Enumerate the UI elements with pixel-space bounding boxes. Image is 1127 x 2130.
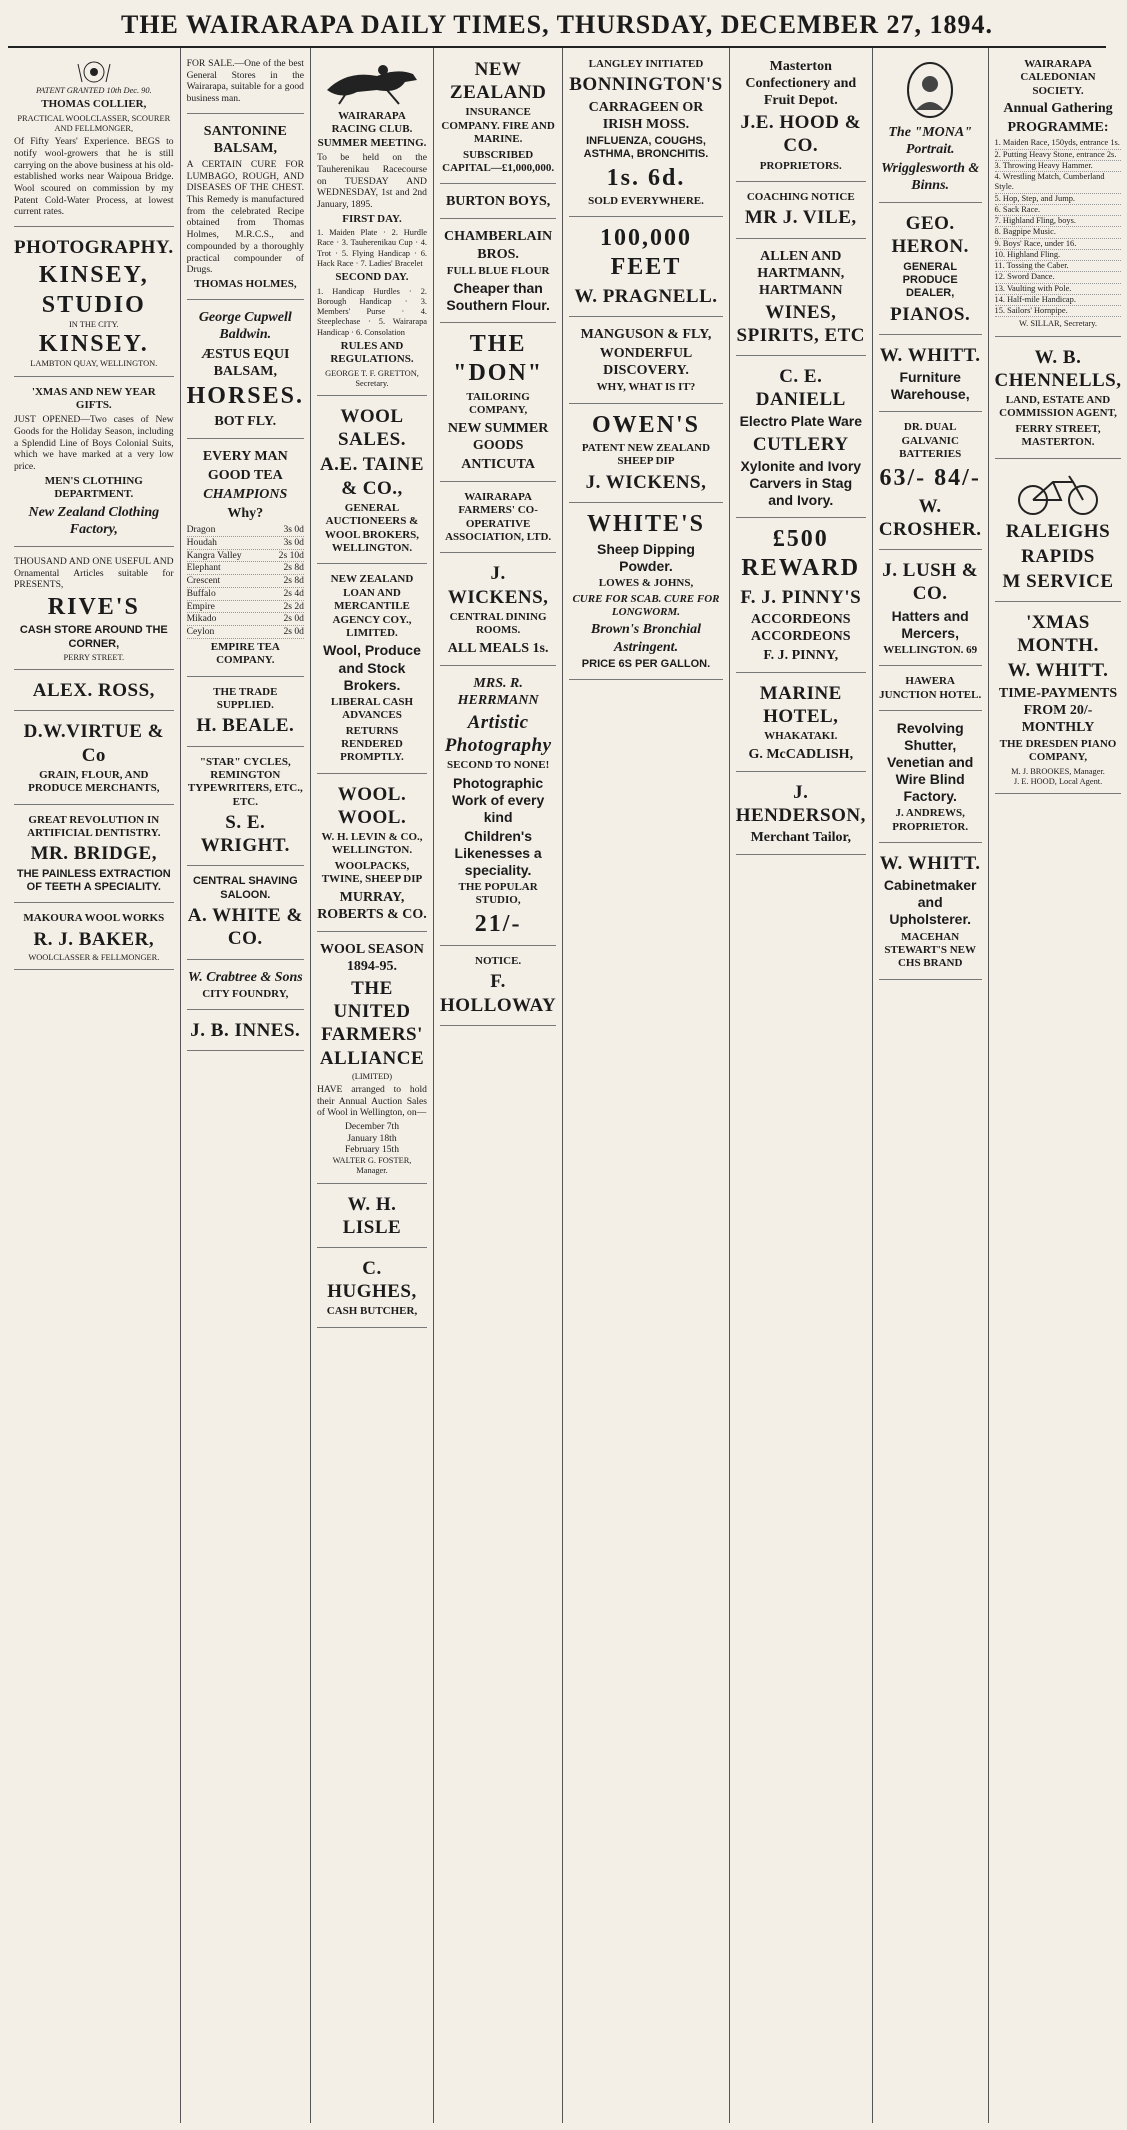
baker-sub: WOOLCLASSER & FELLMONGER. — [28, 952, 160, 962]
cheaper-flour: Cheaper than Southern Flour. — [446, 280, 550, 314]
tea-price-row — [187, 601, 304, 614]
confectionery-ad — [736, 52, 866, 182]
column-8 — [989, 48, 1127, 2123]
bonnington: BONNINGTON'S — [569, 74, 723, 96]
proprietors: PROPRIETORS. — [759, 159, 842, 172]
programme-event: 15. Sailors' Hornpipe. — [995, 306, 1122, 317]
owens: OWEN'S — [591, 411, 700, 438]
whitt-cabinet-ad — [879, 846, 982, 980]
programme-event: 1. Maiden Race, 150yds, entrance 1s. — [995, 138, 1122, 149]
studio-heading: STUDIO — [41, 291, 146, 318]
hood-co: J.E. HOOD & CO. — [740, 112, 862, 157]
sheep-dipping-powder: Sheep Dipping Powder. — [596, 541, 695, 575]
makoura-wool-works: MAKOURA WOOL WORKS — [23, 912, 165, 925]
santonine-heading: SANTONINE BALSAM, — [203, 123, 287, 156]
pinny-ad — [736, 521, 866, 673]
daniell-ad — [736, 359, 866, 518]
tea-price: 2s 4d — [283, 587, 304, 599]
perry-street: PERRY STREET. — [63, 653, 125, 663]
great-revolution: GREAT REVOLUTION IN ARTIFICIAL DENTISTRY. — [27, 813, 161, 840]
baker-name: R. J. BAKER, — [33, 928, 155, 950]
hartmann-ad — [736, 242, 866, 357]
timber-ad — [569, 220, 722, 317]
wool-wool: WOOL. WOOL. — [337, 783, 407, 828]
bot-fly: BOT FLY. — [214, 413, 277, 429]
coaching-notice: COACHING NOTICE — [746, 190, 855, 203]
returns-rendered: RETURNS RENDERED PROMPTLY. — [340, 724, 404, 764]
whitt-3: W. WHITT. — [1007, 660, 1109, 682]
browns-astringent: Brown's Bronchial Astringent. — [590, 622, 702, 655]
tea-price-row — [187, 550, 304, 563]
racing-club-ad — [317, 52, 427, 396]
mona-portrait: The "MONA" Portrait. — [888, 125, 972, 158]
revolving-shutter: Revolving Shutter, Venetian and Wire Blind Factory. — [887, 719, 974, 805]
full-blue-flour: FULL BLUE FLOUR — [446, 264, 550, 277]
programme-event: 4. Wrestling Match, Cumberland Style. — [995, 172, 1122, 194]
makoura-ad — [14, 906, 174, 970]
hood-local-agent: J. E. HOOD, Local Agent. — [1013, 776, 1103, 786]
lush-ad — [879, 553, 982, 666]
programme-event: 8. Bagpipe Music. — [995, 227, 1122, 238]
wool-season: WOOL SEASON 1894-95. — [320, 941, 424, 974]
programme-event: 13. Vaulting with Pole. — [995, 284, 1122, 295]
hatters: Hatters and Mercers, — [891, 607, 969, 641]
wrigglesworth: Wrigglesworth & Binns. — [881, 161, 980, 194]
caledonian-society: WAIRARAPA CALEDONIAN SOCIETY. — [1020, 58, 1096, 97]
united-farmers: THE UNITED FARMERS' ALLIANCE — [319, 978, 425, 1069]
tea-price-list — [187, 524, 304, 638]
furniture-warehouse: Furniture Warehouse, — [890, 369, 970, 403]
star-cycles: "STAR" CYCLES, REMINGTON TYPEWRITERS, ETC., ETC. — [187, 755, 303, 808]
don-tailoring: TAILORING COMPANY, — [466, 390, 530, 417]
sillar-secretary: W. SILLAR, Secretary. — [1019, 319, 1097, 329]
nz-insurance-ad — [440, 52, 556, 184]
wright-ad — [187, 750, 304, 867]
programme-event: 6. Sack Race. — [995, 205, 1122, 216]
tea-name: Empire — [186, 600, 215, 612]
general-auctioneers: GENERAL AUCTIONEERS & WOOL BROKERS, WELLINGTON. — [324, 501, 420, 555]
collier-body: Of Fifty Years' Experience. BEGS to notify wool-growers that he is still carrying on the above business at his old-established works near Waipoua Bridge. Wool scoured on commission by my Patent Cold-Water Process, at lowest current rates. — [14, 136, 174, 218]
rules-heading: RULES AND REGULATIONS. — [330, 339, 414, 366]
programme-event: 14. Half-mile Handicap. — [995, 295, 1122, 306]
farmers-alliance-ad — [317, 935, 427, 1184]
patent-line: PATENT GRANTED 10th Dec. 90. — [35, 86, 152, 95]
the-don: THE "DON" — [453, 331, 544, 387]
wickens-2: J. WICKENS, — [585, 471, 707, 493]
hartmann: ALLEN AND HARTMANN, HARTMANN — [757, 248, 845, 298]
portrait-icon — [879, 60, 982, 120]
tea-price-row — [187, 626, 304, 639]
second-to-none: SECOND TO NONE! — [446, 759, 550, 772]
collier-name: THOMAS COLLIER, — [41, 98, 147, 111]
woolpacks: WOOLPACKS, TWINE, SHEEP DIP — [321, 859, 423, 886]
mccadlish: G. McCADLISH, — [748, 746, 854, 762]
alliance-body: HAVE arranged to hold their Annual Auction Sales of Wool in Wellington, on— — [316, 1083, 427, 1119]
liberal-advances: LIBERAL CASH ADVANCES — [330, 695, 414, 722]
wool-sales-ad — [317, 399, 427, 564]
sale-date-2: January 18th — [347, 1132, 397, 1144]
programme-event: 3. Throwing Heavy Hammer. — [995, 161, 1122, 172]
tea-price-row — [187, 575, 304, 588]
columns — [8, 48, 1122, 2123]
marine-hotel: MARINE HOTEL, — [759, 682, 842, 728]
burton-boys: BURTON BOYS, — [445, 194, 551, 210]
pinny: F. J. PINNY'S — [740, 586, 862, 608]
tea-price: 2s 8d — [283, 562, 304, 574]
programme-event: 9. Boys' Race, under 16. — [995, 239, 1122, 250]
why-what: WHY, WHAT IS IT? — [596, 381, 696, 394]
good-tea: GOOD TEA — [207, 468, 283, 484]
rives-sub: CASH STORE AROUND THE CORNER, — [19, 624, 168, 650]
grain-merchants: GRAIN, FLOUR, AND PRODUCE MERCHANTS, — [28, 768, 160, 795]
masthead — [8, 6, 1106, 48]
herrmann-ad — [440, 669, 556, 946]
holloway-ad — [440, 949, 556, 1026]
sold-everywhere: SOLD EVERYWHERE. — [588, 194, 704, 207]
whites-ad — [569, 506, 722, 680]
tea-name: Houdah — [186, 537, 217, 549]
photography-ad — [14, 230, 174, 376]
pragnell: W. PRAGNELL. — [574, 285, 718, 307]
cures: INFLUENZA, COUGHS, ASTHMA, BRONCHITIS. — [583, 134, 709, 161]
column-4 — [434, 48, 563, 2123]
alex-ross-ad — [14, 673, 174, 711]
tea-price: 2s 0d — [283, 613, 304, 625]
notice: NOTICE. — [475, 955, 522, 968]
accordeons: ACCORDEONS ACCORDEONS — [750, 611, 851, 644]
tea-price: 3s 0d — [283, 537, 304, 549]
service: M SERVICE — [1002, 570, 1114, 592]
tea-name: Mikado — [186, 613, 217, 625]
tea-price: 2s 2d — [283, 600, 304, 612]
whitt-name: W. WHITT. — [879, 345, 981, 367]
sale-date-1: December 7th — [344, 1121, 400, 1133]
white-co: A. WHITE & CO. — [187, 905, 303, 950]
insurance-sub: INSURANCE COMPANY. FIRE AND MARINE. — [441, 106, 555, 146]
mercantile-heading: NEW ZEALAND LOAN AND MERCANTILE AGENCY COY., LIMITED. — [330, 573, 414, 640]
xmas-gifts-ad — [14, 380, 174, 547]
popular-studio: THE POPULAR STUDIO, — [458, 880, 538, 907]
patent-sheep-dip: PATENT NEW ZEALAND SHEEP DIP — [581, 441, 711, 468]
painless-extraction: THE PAINLESS EXTRACTION OF TEETH A SPECIALITY. — [16, 867, 171, 893]
rapids: RAPIDS — [1021, 545, 1095, 567]
rives-name: RIVE'S — [47, 593, 140, 620]
racing-club: WAIRARAPA RACING CLUB. SUMMER MEETING. — [317, 110, 427, 149]
levin-ad — [317, 777, 427, 932]
innes-name: J. B. INNES. — [190, 1020, 301, 1042]
chennells: W. B. CHENNELLS, — [994, 346, 1122, 391]
mercantile-ad — [317, 567, 427, 773]
wickens-name: J. WICKENS, — [447, 563, 549, 608]
electro-plate: Electro Plate Ware — [739, 413, 862, 430]
whitt-furniture-ad — [879, 338, 982, 412]
column-6 — [730, 48, 873, 2123]
city-foundry: CITY FOUNDRY, — [202, 987, 289, 1000]
programme-event: 10. Highland Fling. — [995, 250, 1122, 261]
pinny-2: F. J. PINNY, — [763, 647, 839, 663]
store-for-sale-ad — [187, 52, 304, 114]
chamberlain-bros: CHAMBERLAIN BROS. — [444, 229, 553, 262]
xmas-month-ad — [995, 605, 1122, 794]
programme-event: 7. Highland Fling, boys. — [995, 216, 1122, 227]
lambton-quay: LAMBTON QUAY, WELLINGTON. — [30, 359, 158, 369]
lisle-name: W. H. LISLE — [342, 1193, 402, 1238]
anticuta: ANTICUTA — [461, 456, 535, 472]
tea-name: Crescent — [186, 575, 221, 587]
irish-moss: CARRAGEEN OR IRISH MOSS. — [588, 99, 704, 132]
baldwin-name: George Cupwell Baldwin. — [198, 310, 292, 343]
marine-hotel-ad — [736, 676, 866, 772]
taine-name: A.E. TAINE & CO., — [319, 454, 425, 499]
tea-price: 2s 8d — [283, 575, 304, 587]
everyman: EVERY MAN — [202, 449, 288, 465]
programme-event: 2. Putting Heavy Stone, entrance 2s. — [995, 150, 1122, 161]
farmers-coop-ad — [440, 485, 556, 554]
thomas-holmes: THOMAS HOLMES, — [193, 278, 297, 290]
santonine-body: A CERTAIN CURE FOR LUMBAGO, ROUGH, AND DISEASES OF THE CHEST. This Remedy is manufactured from the celebrated Recipe obtained from Thomas Holmes, M.R.C.S., and compounded by a thoroughly practical compounder of Drugs. — [186, 158, 304, 276]
blind-factory-ad — [879, 714, 982, 843]
vile: MR J. VILE, — [744, 207, 857, 229]
tea-name: Kangra Valley — [186, 549, 242, 561]
wellington-69: WELLINGTON. 69 — [883, 643, 978, 656]
programme-event: 5. Hop, Step, and Jump. — [995, 194, 1122, 205]
xylonite: Xylonite and Ivory Carvers in Stag and Ivory. — [740, 457, 862, 508]
bonnington-ad — [569, 52, 722, 217]
farmers-coop: WAIRARAPA FARMERS' CO-OPERATIVE ASSOCIATION, LTD. — [445, 490, 552, 543]
mona-portrait-ad — [879, 52, 982, 203]
crabtree-name: W. Crabtree & Sons — [187, 969, 303, 985]
column-7 — [873, 48, 989, 2123]
wonderful-discovery: WONDERFUL DISCOVERY. — [599, 346, 693, 379]
ferry-street: FERRY STREET, MASTERTON. — [1015, 422, 1101, 449]
cash-butcher: CASH BUTCHER, — [326, 1305, 418, 1318]
programme-events — [995, 138, 1122, 317]
galvanic-ad — [879, 415, 982, 550]
bridge-ad — [14, 808, 174, 904]
tea-name: Dragon — [186, 524, 216, 536]
heron-ad — [879, 206, 982, 335]
xmas-month: 'XMAS MONTH. — [1017, 612, 1099, 657]
tea-price-row — [187, 537, 304, 550]
price-1s6d: 1s. 6d. — [606, 164, 686, 191]
hotel-ad — [879, 669, 982, 711]
store-for-sale: FOR SALE.—One of the best General Stores in the Wairarapa, suitable for a good business man. — [186, 58, 304, 105]
all-meals: ALL MEALS 1s. — [447, 640, 549, 656]
whites: WHITE'S — [586, 510, 705, 537]
langley: LANGLEY INITIATED — [588, 58, 704, 70]
sale-date-3: February 15th — [344, 1144, 400, 1156]
lisle-ad — [317, 1187, 427, 1248]
general-produce: GENERAL PRODUCE DEALER, — [902, 260, 958, 300]
column-3 — [311, 48, 434, 2123]
central-dining-rooms: CENTRAL DINING ROOMS. — [449, 610, 547, 637]
hawera-hotel: HAWERA JUNCTION HOTEL. — [879, 675, 982, 701]
foster-manager: WALTER G. FOSTER, Manager. — [332, 1156, 412, 1176]
macehan: MACEHAN STEWART'S NEW CHS BRAND — [884, 930, 976, 970]
manguson-fly: MANGUSON & FLY, — [580, 326, 712, 342]
programme-event: 11. Tossing the Caber. — [995, 261, 1122, 272]
hughes-name: C. HUGHES, — [327, 1258, 417, 1303]
kinsey-name-2: KINSEY. — [38, 331, 149, 358]
caledonian-ad — [995, 52, 1122, 337]
annual-gathering: Annual Gathering — [1003, 101, 1113, 117]
tea-price: 2s 0d — [283, 626, 304, 637]
nz-clothing-factory: New Zealand Clothing Factory, — [28, 504, 160, 537]
price-21: 21/- — [474, 910, 522, 937]
feet-100000: 100,000 FEET — [599, 225, 692, 281]
wool-sales: WOOL SALES. — [338, 406, 406, 451]
cure-for-scab: CURE FOR SCAB. CURE FOR LONGWORM. — [572, 592, 720, 619]
lush: J. LUSH & CO. — [882, 560, 979, 605]
saloon-ad — [187, 869, 304, 959]
dresden-piano: THE DRESDEN PIANO COMPANY, — [999, 737, 1117, 764]
bridge-name: MR. BRIDGE, — [30, 843, 157, 865]
geo-heron: GEO. HERON. — [891, 213, 969, 258]
time-payments: TIME-PAYMENTS FROM 20/- MONTHLY — [998, 685, 1118, 735]
column-1 — [8, 48, 181, 2123]
santonine-ad — [187, 117, 304, 301]
andrews: J. ANDREWS, PROPRIETOR. — [892, 807, 969, 833]
new-summer-goods: NEW SUMMER GOODS — [447, 420, 549, 453]
chennells-ad — [995, 340, 1122, 459]
raleigh-ad — [995, 462, 1122, 603]
studio-sub: IN THE CITY. — [68, 319, 119, 329]
alex-ross: ALEX. ROSS, — [32, 680, 155, 702]
price-per-gallon: PRICE 6S PER GALLON. — [581, 657, 711, 670]
whitt-2: W. WHITT. — [879, 853, 981, 875]
subscribed-capital: SUBSCRIBED CAPITAL—£1,000,000. — [442, 148, 555, 174]
masterton-confectionery: Masterton Confectionery and Fruit Depot. — [745, 59, 857, 109]
bicycle-icon — [995, 470, 1122, 516]
reward: £500 REWARD — [741, 525, 861, 582]
champions: CHAMPIONS — [203, 487, 288, 503]
tea-price-row — [187, 613, 304, 626]
cutlery: CUTLERY — [752, 433, 849, 455]
land-agent: LAND, ESTATE AND COMMISSION AGENT, — [999, 393, 1117, 420]
holloway-name: F. HOLLOWAY — [439, 971, 557, 1016]
pianos: PIANOS. — [890, 303, 971, 325]
crosher: W. CROSHER. — [878, 495, 982, 541]
nz-insurance: NEW ZEALAND — [449, 59, 547, 104]
tea-price-row — [187, 588, 304, 601]
tea-price: 3s 0d — [283, 524, 304, 536]
programme-event: 12. Sword Dance. — [995, 272, 1122, 283]
kinsey-name: KINSEY, — [38, 262, 149, 289]
tea-name: Elephant — [186, 562, 221, 574]
virtue-ad — [14, 714, 174, 804]
programme: PROGRAMME: — [1007, 120, 1109, 136]
beale-ad — [187, 680, 304, 747]
aestus-ad — [187, 303, 304, 439]
why: Why? — [227, 506, 264, 522]
murray-roberts: MURRAY, ROBERTS & CO. — [317, 889, 427, 922]
wright-name: S. E. WRIGHT. — [200, 812, 290, 857]
henderson-ad — [736, 775, 866, 855]
column-2 — [181, 48, 311, 2123]
wool-produce-brokers: Wool, Produce and Stock Brokers. — [323, 642, 421, 693]
tea-name: Buffalo — [186, 587, 216, 599]
gretton-secretary: GEORGE T. F. GRETTON, Secretary. — [325, 368, 419, 388]
hughes-ad — [317, 1251, 427, 1328]
virtue-name: D.W.VIRTUE & Co — [23, 721, 164, 766]
collier-ad — [14, 52, 174, 227]
childrens-likenesses: Children's Likenesses a speciality. — [454, 827, 542, 878]
daniell: C. E. DANIELL — [755, 366, 846, 411]
first-day-races: 1. Maiden Plate · 2. Hurdle Race · 3. Tauherenikau Cup · 4. Trot · 5. Flying Handicap · 6. Hack Race · 7. Ladies' Bracelet — [316, 228, 427, 268]
levin-name: W. H. LEVIN & CO., WELLINGTON. — [321, 831, 423, 857]
photographic-work: Photographic Work of every kind — [451, 774, 545, 825]
raleighs: RALEIGHS — [1005, 520, 1111, 542]
henderson: J. HENDERSON, — [735, 781, 866, 826]
price-63-84: 63/- 84/- — [879, 464, 981, 491]
owens-sheep-dip-ad — [569, 407, 722, 503]
first-day: FIRST DAY. — [342, 212, 402, 225]
wickens-dining-ad — [440, 556, 556, 665]
photography-heading: PHOTOGRAPHY. — [14, 237, 174, 259]
tea-price-row — [187, 562, 304, 575]
shaving-saloon: CENTRAL SHAVING SALOON. — [192, 875, 298, 901]
burton-ad — [440, 187, 556, 219]
xmas-body: JUST OPENED—Two cases of New Goods for the Holiday Season, including a Splendid Line of Boys Colonial Suits, which we have marked at a very low price. — [14, 414, 174, 473]
empire-tea-company: EMPIRE TEA COMPANY. — [210, 640, 280, 667]
crabtree-ad — [187, 963, 304, 1010]
rives-ad — [14, 550, 174, 670]
beale-name: H. BEALE. — [196, 715, 295, 737]
brookes-manager: M. J. BROOKES, Manager. — [1011, 766, 1105, 776]
herrmann-name: MRS. R. HERRMANN — [457, 675, 539, 708]
alliance-limited: (LIMITED) — [351, 1071, 392, 1081]
tea-price-row — [187, 524, 304, 537]
manguson-ad — [569, 320, 722, 404]
aestus-heading: ÆSTUS EQUI BALSAM, — [201, 346, 290, 379]
tea-name: Ceylon — [186, 626, 215, 637]
tea-price: 2s 10d — [278, 549, 304, 561]
mens-dept: MEN'S CLOTHING DEPARTMENT. — [44, 474, 143, 501]
lowes-johns: LOWES & JOHNS, — [598, 577, 694, 590]
whakataki: WHAKATAKI. — [764, 730, 838, 743]
second-day-races: 1. Handicap Hurdles · 2. Borough Handicap · 3. Members' Purse · 4. Steeplechase · 5. Wairarapa Handicap · 6. Consolation — [316, 286, 427, 337]
coaching-ad — [736, 185, 866, 239]
racing-body: To be held on the Tauherenikau Racecourse on TUESDAY AND WEDNESDAY, 1st and 2nd January, 1895. — [316, 152, 427, 211]
second-day: SECOND DAY. — [335, 271, 409, 284]
merchant-tailor: Merchant Tailor, — [750, 830, 851, 846]
empire-tea-ad — [187, 442, 304, 676]
cabinetmaker: Cabinetmaker and Upholsterer. — [883, 877, 977, 928]
xmas-heading: 'XMAS AND NEW YEAR GIFTS. — [31, 385, 156, 411]
wines-spirits: WINES, SPIRITS, ETC — [736, 301, 866, 346]
trade-supplied: THE TRADE SUPPLIED. — [213, 685, 278, 711]
royal-crest-icon — [14, 58, 174, 84]
don-tailoring-ad — [440, 326, 556, 482]
artistic-photography: Artistic Photography — [444, 711, 552, 756]
galvanic-batteries: DR. DUAL GALVANIC BATTERIES — [899, 421, 962, 461]
masthead-title: THE WAIRARAPA DAILY TIMES, THURSDAY, DECEMBER 27, 1894. — [120, 10, 994, 39]
horses-heading: HORSES. — [186, 382, 304, 409]
collier-sub: PRACTICAL WOOLCLASSER, SCOURER AND FELLMONGER, — [17, 113, 171, 133]
column-5 — [563, 48, 729, 2123]
thousand-and-one: THOUSAND AND ONE USEFUL AND Ornamental Articles suitable for PRESENTS, — [14, 555, 174, 591]
chamberlain-ad — [440, 222, 556, 323]
racehorse-icon — [317, 60, 427, 106]
innes-ad — [187, 1013, 304, 1051]
